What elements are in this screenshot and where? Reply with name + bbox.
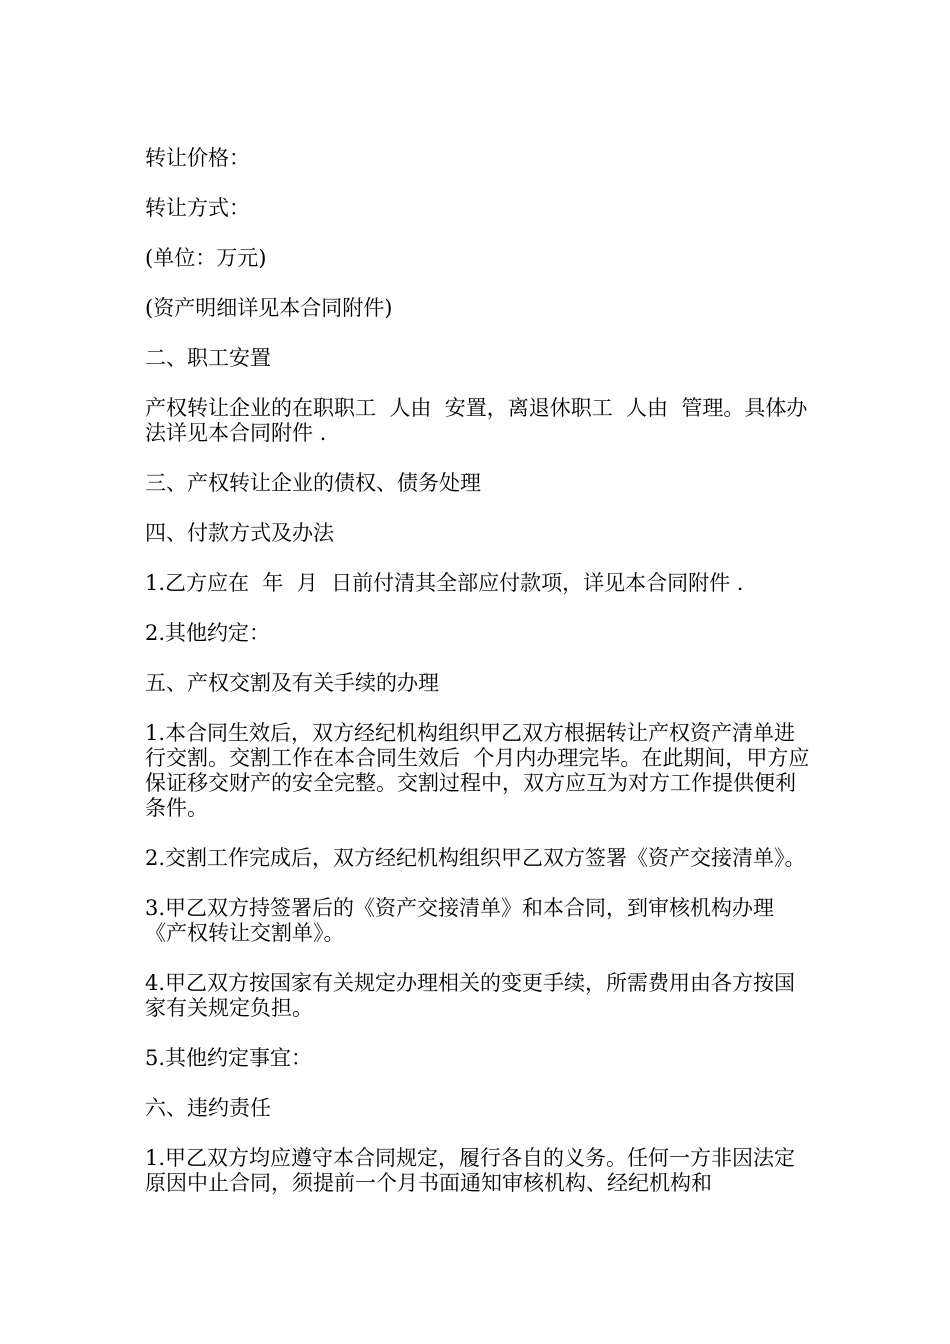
- paragraph-staff-placement: 产权转让企业的在职职工 人由 安置，离退休职工 人由 管理。具体办法详见本合同附件 .: [145, 396, 808, 445]
- paragraph-handover-1: 1.本合同生效后，双方经纪机构组织甲乙双方根据转让产权资产清单进行交割。交割工作在本合同生效后 个月内办理完毕。在此期间，甲方应保证移交财产的安全完整。交割过程中，双方应互为对方工作提供便利条件。: [145, 721, 810, 820]
- paragraph-handover-3: 3.甲乙双方持签署后的《资产交接清单》和本合同，到审核机构办理《产权转让交割单》。: [145, 896, 775, 945]
- paragraph-payment-2: 2.其他约定：: [145, 621, 271, 645]
- paragraph-handover-2: 2.交割工作完成后，双方经纪机构组织甲乙双方签署《资产交接清单》。: [145, 846, 806, 870]
- paragraph-handover-4: 4.甲乙双方按国家有关规定办理相关的变更手续，所需费用由各方按国家有关规定负担。: [145, 971, 796, 1020]
- section-heading-staff-placement: 二、职工安置: [145, 346, 271, 370]
- paragraph-handover-5: 5.其他约定事宜：: [145, 1046, 313, 1070]
- section-heading-liability: 六、违约责任: [145, 1096, 271, 1120]
- section-heading-handover: 五、产权交割及有关手续的办理: [145, 671, 439, 695]
- section-heading-debt-handling: 三、产权转让企业的债权、债务处理: [145, 471, 481, 495]
- paragraph-transfer-price: 转让价格：: [145, 146, 250, 170]
- paragraph-liability-1: 1.甲乙双方均应遵守本合同规定，履行各自的义务。任何一方非因法定原因中止合同，须提前一个月书面通知审核机构、经纪机构和: [145, 1146, 796, 1195]
- paragraph-transfer-method: 转让方式：: [145, 196, 250, 220]
- document-body: [145, 146, 810, 1221]
- section-heading-payment: 四、付款方式及办法: [145, 521, 334, 545]
- paragraph-payment-1: 1.乙方应在 年 月 日前付清其全部应付款项，详见本合同附件 .: [145, 571, 744, 595]
- paragraph-asset-detail-note: (资产明细详见本合同附件): [145, 296, 393, 320]
- paragraph-unit-note: (单位：万元): [145, 246, 267, 270]
